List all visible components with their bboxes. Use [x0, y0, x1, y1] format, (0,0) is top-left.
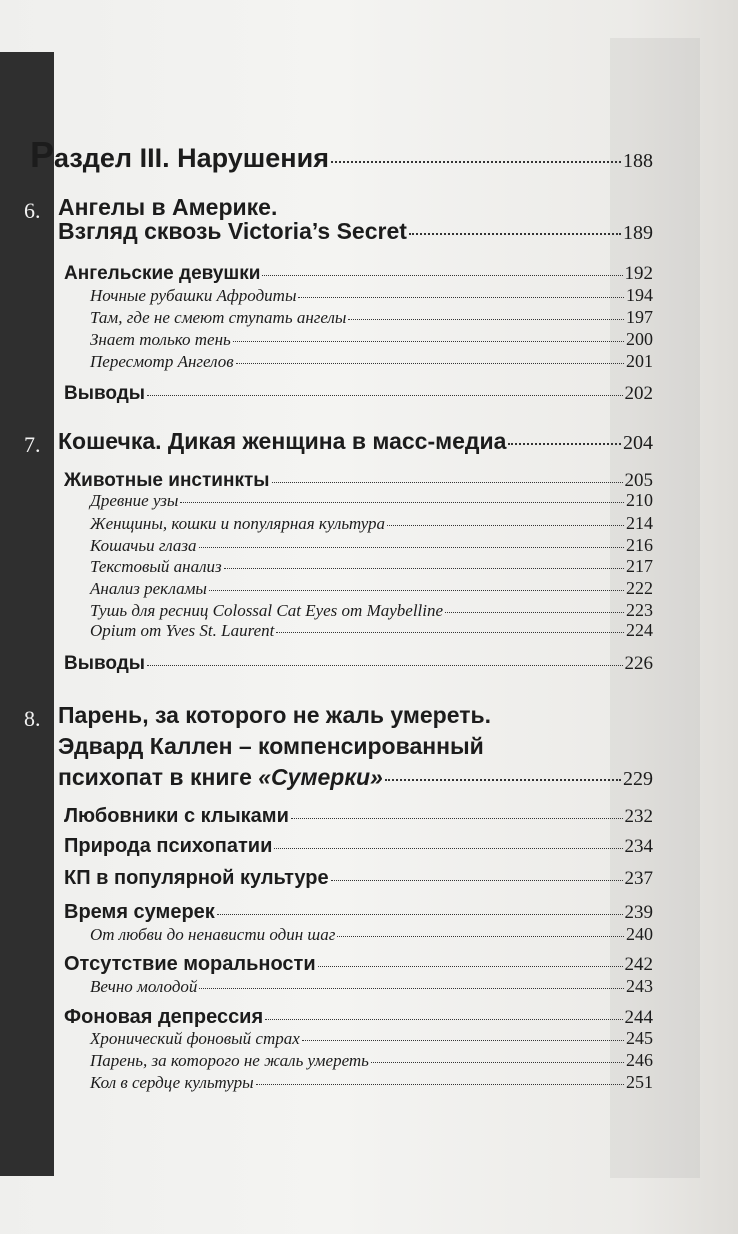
page-number: 217 [626, 556, 653, 576]
page-number: 226 [624, 653, 653, 674]
chapter-heading [58, 428, 653, 455]
page-number: 192 [624, 263, 653, 284]
toc-entry: Фоновая депрессия 244 [64, 1006, 653, 1028]
leader-dots [199, 547, 624, 548]
chapter-heading [58, 218, 653, 245]
leader-dots [291, 818, 623, 819]
leader-dots [348, 319, 624, 320]
page-number: 202 [624, 383, 653, 404]
chapter-number: 6. [24, 198, 41, 223]
page-number: 246 [626, 1050, 653, 1070]
page-number: 234 [624, 836, 653, 857]
chapter-heading [58, 764, 653, 791]
page-number: 237 [624, 868, 653, 889]
chapter-title-line: Эдвард Каллен – компенсированный [58, 733, 484, 759]
leader-dots [236, 363, 624, 364]
chapter-title-line: Парень, за которого не жаль умереть. [58, 702, 492, 728]
page-number: 232 [624, 806, 653, 827]
leader-dots [265, 1019, 622, 1020]
leader-dots [274, 848, 622, 849]
leader-dots [224, 568, 624, 569]
leader-dots [256, 1084, 624, 1085]
leader-dots [331, 880, 623, 881]
toc-entry: КП в популярной культуре 237 [64, 867, 653, 889]
part-title: Раздел III. Нарушения [30, 134, 329, 175]
toc-entry: Знает только тень 200 [90, 329, 653, 349]
leader-dots [180, 502, 624, 503]
leader-dots [387, 525, 624, 526]
leader-dots [209, 590, 624, 591]
leader-dots [276, 632, 624, 633]
chapter-title-line: психопат в книге «Сумерки» [58, 764, 383, 790]
toc-entry: Вечно молодой 243 [90, 976, 653, 996]
leader-dots [147, 665, 622, 666]
toc-entry: Кол в сердце культуры 251 [90, 1072, 653, 1092]
toc-entry: Ангельские девушки 192 [64, 263, 653, 284]
leader-dots [147, 395, 622, 396]
leader-dots [302, 1040, 624, 1041]
page-number: 244 [624, 1007, 653, 1028]
page-number: 201 [626, 351, 653, 371]
toc-entry: Выводы 202 [64, 383, 653, 404]
toc-entry: Там, где не смеют ступать ангелы 197 [90, 307, 653, 327]
page-number: 189 [623, 222, 653, 244]
page-number: 222 [626, 578, 653, 598]
toc-entry: Хронический фоновый страх 245 [90, 1028, 653, 1048]
page-number: 204 [623, 432, 653, 454]
part-heading [30, 134, 653, 176]
page-number: 216 [626, 535, 653, 555]
page-number: 251 [626, 1072, 653, 1092]
page-number: 224 [626, 620, 653, 640]
toc-entry: От любви до ненависти один шаг 240 [90, 924, 653, 944]
page-number: 214 [626, 513, 653, 533]
page-number: 229 [623, 768, 653, 790]
chapter-title-line: Ангелы в Америке. [58, 194, 278, 220]
leader-dots [409, 233, 621, 235]
page-number: 188 [623, 150, 653, 172]
page-number: 243 [626, 976, 653, 996]
chapter-number: 8. [24, 706, 41, 731]
chapter-title-line: Кошечка. Дикая женщина в масс-медиа [58, 428, 507, 454]
page-number: 194 [626, 285, 653, 305]
page-number: 197 [626, 307, 653, 327]
leader-dots [331, 161, 621, 163]
leader-dots [445, 612, 624, 613]
toc-entry: Тушь для ресниц Colossal Cat Eyes от Maybelline 223 [90, 600, 653, 620]
leader-dots [298, 297, 624, 298]
toc-entry: Выводы 226 [64, 653, 653, 674]
toc-entry: Природа психопатии 234 [64, 835, 653, 857]
toc-entry: Текстовый анализ 217 [90, 556, 653, 576]
leader-dots [385, 779, 621, 781]
toc-entry: Ночные рубашки Афродиты 194 [90, 285, 653, 305]
leader-dots [318, 966, 623, 967]
page-number: 242 [624, 954, 653, 975]
toc-entry: Любовники с клыками 232 [64, 805, 653, 827]
leader-dots [371, 1062, 624, 1063]
chapter-title-line: Взгляд сквозь Victoria’s Secret [58, 218, 407, 244]
leader-dots [199, 988, 624, 989]
chapter-number: 7. [24, 432, 41, 457]
toc-entry: Кошачьи глаза 216 [90, 535, 653, 555]
leader-dots [233, 341, 624, 342]
page-number: 239 [624, 902, 653, 923]
toc-entry: Opium от Yves St. Laurent 224 [90, 620, 653, 640]
page-number: 223 [626, 600, 653, 620]
leader-dots [217, 914, 623, 915]
toc-entry: Пересмотр Ангелов 201 [90, 351, 653, 371]
toc-entry: Анализ рекламы 222 [90, 578, 653, 598]
page-number: 205 [624, 470, 653, 491]
leader-dots [508, 443, 621, 445]
toc-entry: Парень, за которого не жаль умереть 246 [90, 1050, 653, 1070]
part-initial: Р [30, 134, 55, 175]
leader-dots [272, 482, 623, 483]
page-number: 200 [626, 329, 653, 349]
leader-dots [262, 275, 622, 276]
page-number: 210 [626, 490, 653, 510]
toc-entry: Животные инстинкты 205 [64, 470, 653, 491]
toc-entry: Отсутствие моральности 242 [64, 953, 653, 975]
toc-entry: Время сумерек 239 [64, 901, 653, 923]
toc-entry: Древние узы 210 [90, 490, 653, 510]
toc-entry: Женщины, кошки и популярная культура 214 [90, 513, 653, 533]
page-number: 245 [626, 1028, 653, 1048]
leader-dots [337, 936, 624, 937]
page-number: 240 [626, 924, 653, 944]
